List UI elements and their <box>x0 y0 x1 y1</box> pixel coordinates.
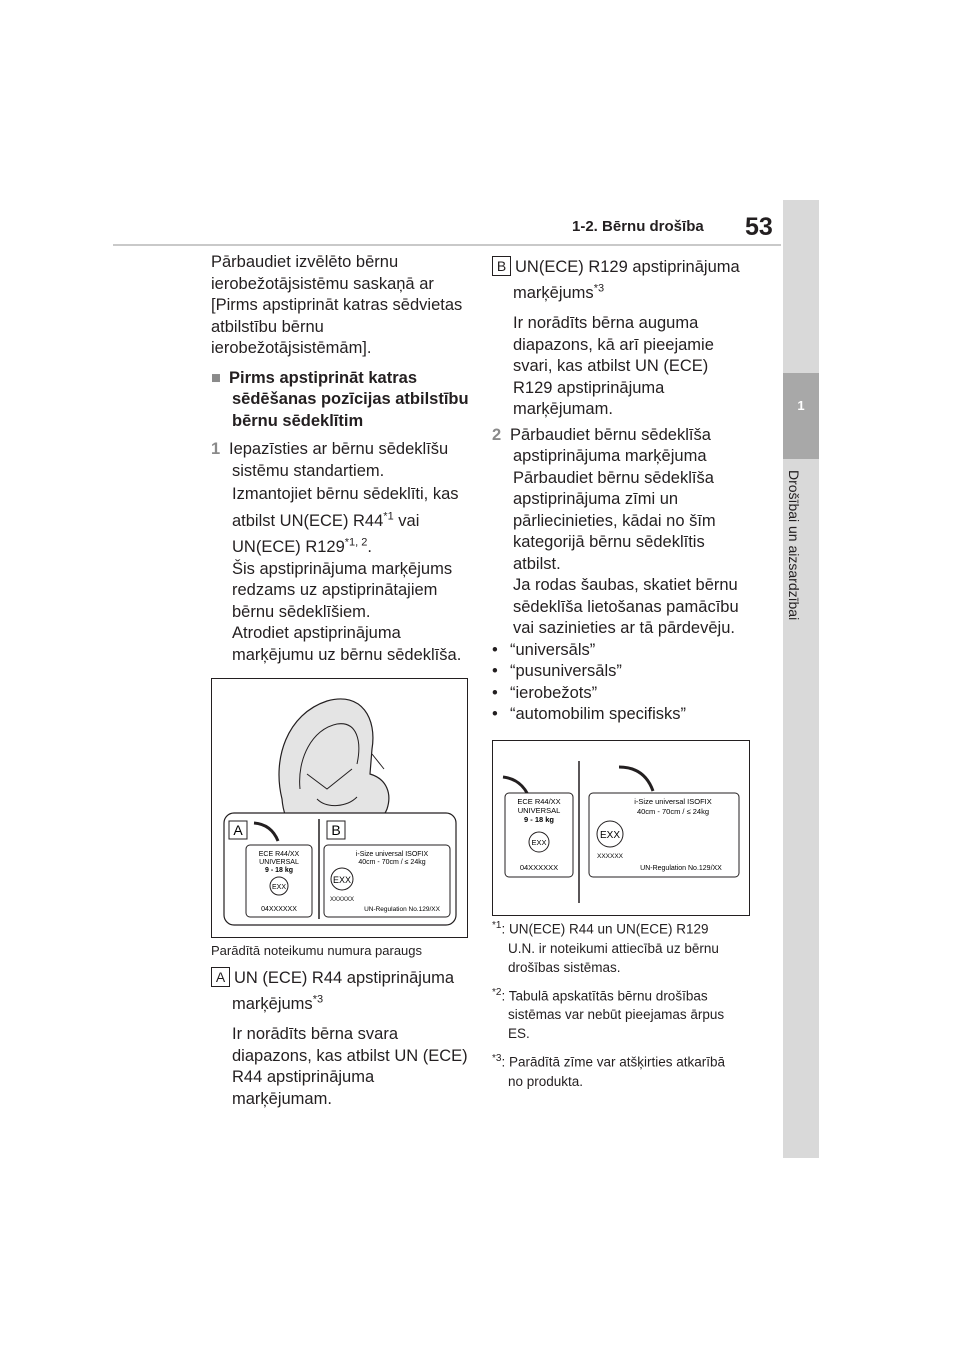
approval-marks-figure <box>492 740 750 916</box>
r44-line2: UNIVERSAL <box>259 859 299 866</box>
r129-emblem: EXX <box>332 875 352 885</box>
label-a: A <box>233 822 243 838</box>
section-title: 1-2. Bērnu drošība <box>572 218 704 235</box>
page-number: 53 <box>745 213 773 241</box>
list-item: • “ierobežots” <box>492 683 598 702</box>
step-line: sistēmu standartiem. <box>232 461 385 480</box>
figure-caption: Parādītā noteikumu numura paraugs <box>211 943 423 958</box>
intro-line: [Pirms apstiprināt katras sēdvietas <box>211 296 463 314</box>
r44-line2: UNIVERSAL <box>517 806 561 815</box>
r44-line1: ECE R44/XX <box>258 851 300 858</box>
subheading: ■ Pirms apstiprināt katras <box>211 368 473 390</box>
r129-emblem: EXX <box>599 830 621 841</box>
step-line: atbilst UN(ECE) R44$^{*1}$ vai <box>232 510 420 530</box>
chapter-number: 1 <box>797 398 805 413</box>
r129-code: XXXXXX <box>329 897 355 903</box>
step-number: 1 <box>211 440 221 458</box>
r129-line1: i-Size universal ISOFIX <box>355 851 429 858</box>
left-column <box>211 252 473 666</box>
r129-line2: 40cm - 70cm / ≤ 24kg <box>358 859 426 866</box>
subheading: bērnu sēdeklītim <box>232 411 364 430</box>
step-line: UN(ECE) R129$^{*1, 2}$. <box>232 536 373 556</box>
r44-line3: 9 - 18 kg <box>523 815 555 824</box>
step-line: Izmantojiet bērnu sēdeklīti, kas <box>232 485 459 503</box>
step-line: marķējumu uz bērnu sēdeklīša. <box>232 645 462 664</box>
footnote: $^{*2}$: Tabulā apskatītās bērnu drošības sistēmas var nebūt pieejamas ārpus ES. <box>492 986 725 1041</box>
list-item: • “pusuniversāls” <box>492 662 622 680</box>
child-seat-figure <box>211 678 468 938</box>
r44-line3: 9 - 18 kg <box>264 867 294 874</box>
subheading: sēdēšanas pozīcijas atbilstību <box>232 390 469 408</box>
label-a-box: A <box>211 967 230 987</box>
child-seat-illustration <box>212 679 467 937</box>
list-item: • “universāls” <box>492 640 596 659</box>
chapter-side-tab <box>783 200 819 1158</box>
intro-line: ierobežotājsistēmām]. <box>211 339 372 357</box>
header-rule <box>113 244 781 246</box>
step-1: 1 Iepazīsties ar bērnu sēdeklīšu <box>211 439 473 461</box>
r129-reg: UN-Regulation No.129/XX <box>364 906 440 913</box>
r44-code: 04XXXXXX <box>519 863 559 872</box>
approval-marks-illustration <box>493 741 749 915</box>
chapter-side-tab-marker <box>783 373 819 459</box>
intro-line: ierobežotājsistēmu saskaņā ar <box>211 274 434 293</box>
r129-line1: i-Size universal ISOFIX <box>634 797 712 806</box>
footnote: $^{*3}$: Parādītā zīme var atšķirties atkarībā no produkta. <box>492 1053 726 1089</box>
label-a-description: A UN (ECE) R44 apstiprinājuma marķējums$^{*3}$ Ir norādīts bērna svara diapazons, kas atbilst UN (ECE) R44 apstiprinājuma marķējumam. <box>211 967 473 1110</box>
r44-line1: ECE R44/XX <box>517 797 561 806</box>
label-b-box: B <box>492 256 511 276</box>
step-2: 2 Pārbaudiet bērnu sēdeklīša <box>492 425 760 447</box>
step-line: Atrodiet apstiprinājuma <box>232 624 401 642</box>
right-column: B UN(ECE) R129 apstiprinājuma marķējums$^{*3}$ Ir norādīts bērna auguma diapazons, kā arī pieejamie svari, kas atbilst UN (ECE) R129 apstiprinājuma marķējumam. 2 Pārbaudiet bērnu sēdeklīša apstiprinājuma marķējuma Pārbaudiet bērnu sēdeklīša apstiprinājuma zīmi un pārliecinieties, kādai no šīm kategorijā bērnu sēdeklītis atbilst. Ja rodas šaubas, skatiet bērnu sēdeklīša lietošanas pamācību vai sazinieties ar tā pārdevēju. • “universāls” • “pusuniversāls” • “ierobežots” • “automobilim specifisks” <box>492 256 760 726</box>
r129-line2: 40cm - 70cm / ≤ 24kg <box>636 807 710 816</box>
list-item: • “automobilim specifisks” <box>492 705 687 723</box>
label-b: B <box>331 822 341 838</box>
intro-line: atbilstību bērnu <box>211 317 324 336</box>
footnote: $^{*1}$: UN(ECE) R44 un UN(ECE) R129 U.N. ir noteikumi attiecībā uz bērnu drošības sistēmas. <box>492 920 719 975</box>
r44-code: 04XXXXXX <box>261 906 297 913</box>
intro-line: Pārbaudiet izvēlēto bērnu <box>211 253 399 271</box>
step-number: 2 <box>492 425 502 444</box>
step-line: Šis apstiprinājuma marķējums <box>232 559 453 578</box>
square-bullet-icon: ■ <box>211 368 221 387</box>
r129-code: XXXXXX <box>596 853 624 860</box>
step-line: redzams uz apstiprinātajiem <box>232 581 438 599</box>
r44-emblem: EXX <box>271 884 287 891</box>
r44-emblem: EXX <box>531 838 547 847</box>
footnotes <box>492 916 760 1091</box>
step-line: bērnu sēdeklīšiem. <box>232 602 371 621</box>
chapter-title: Drošībai un aizsardzībai <box>786 470 802 621</box>
r129-reg: UN-Regulation No.129/XX <box>640 865 722 872</box>
